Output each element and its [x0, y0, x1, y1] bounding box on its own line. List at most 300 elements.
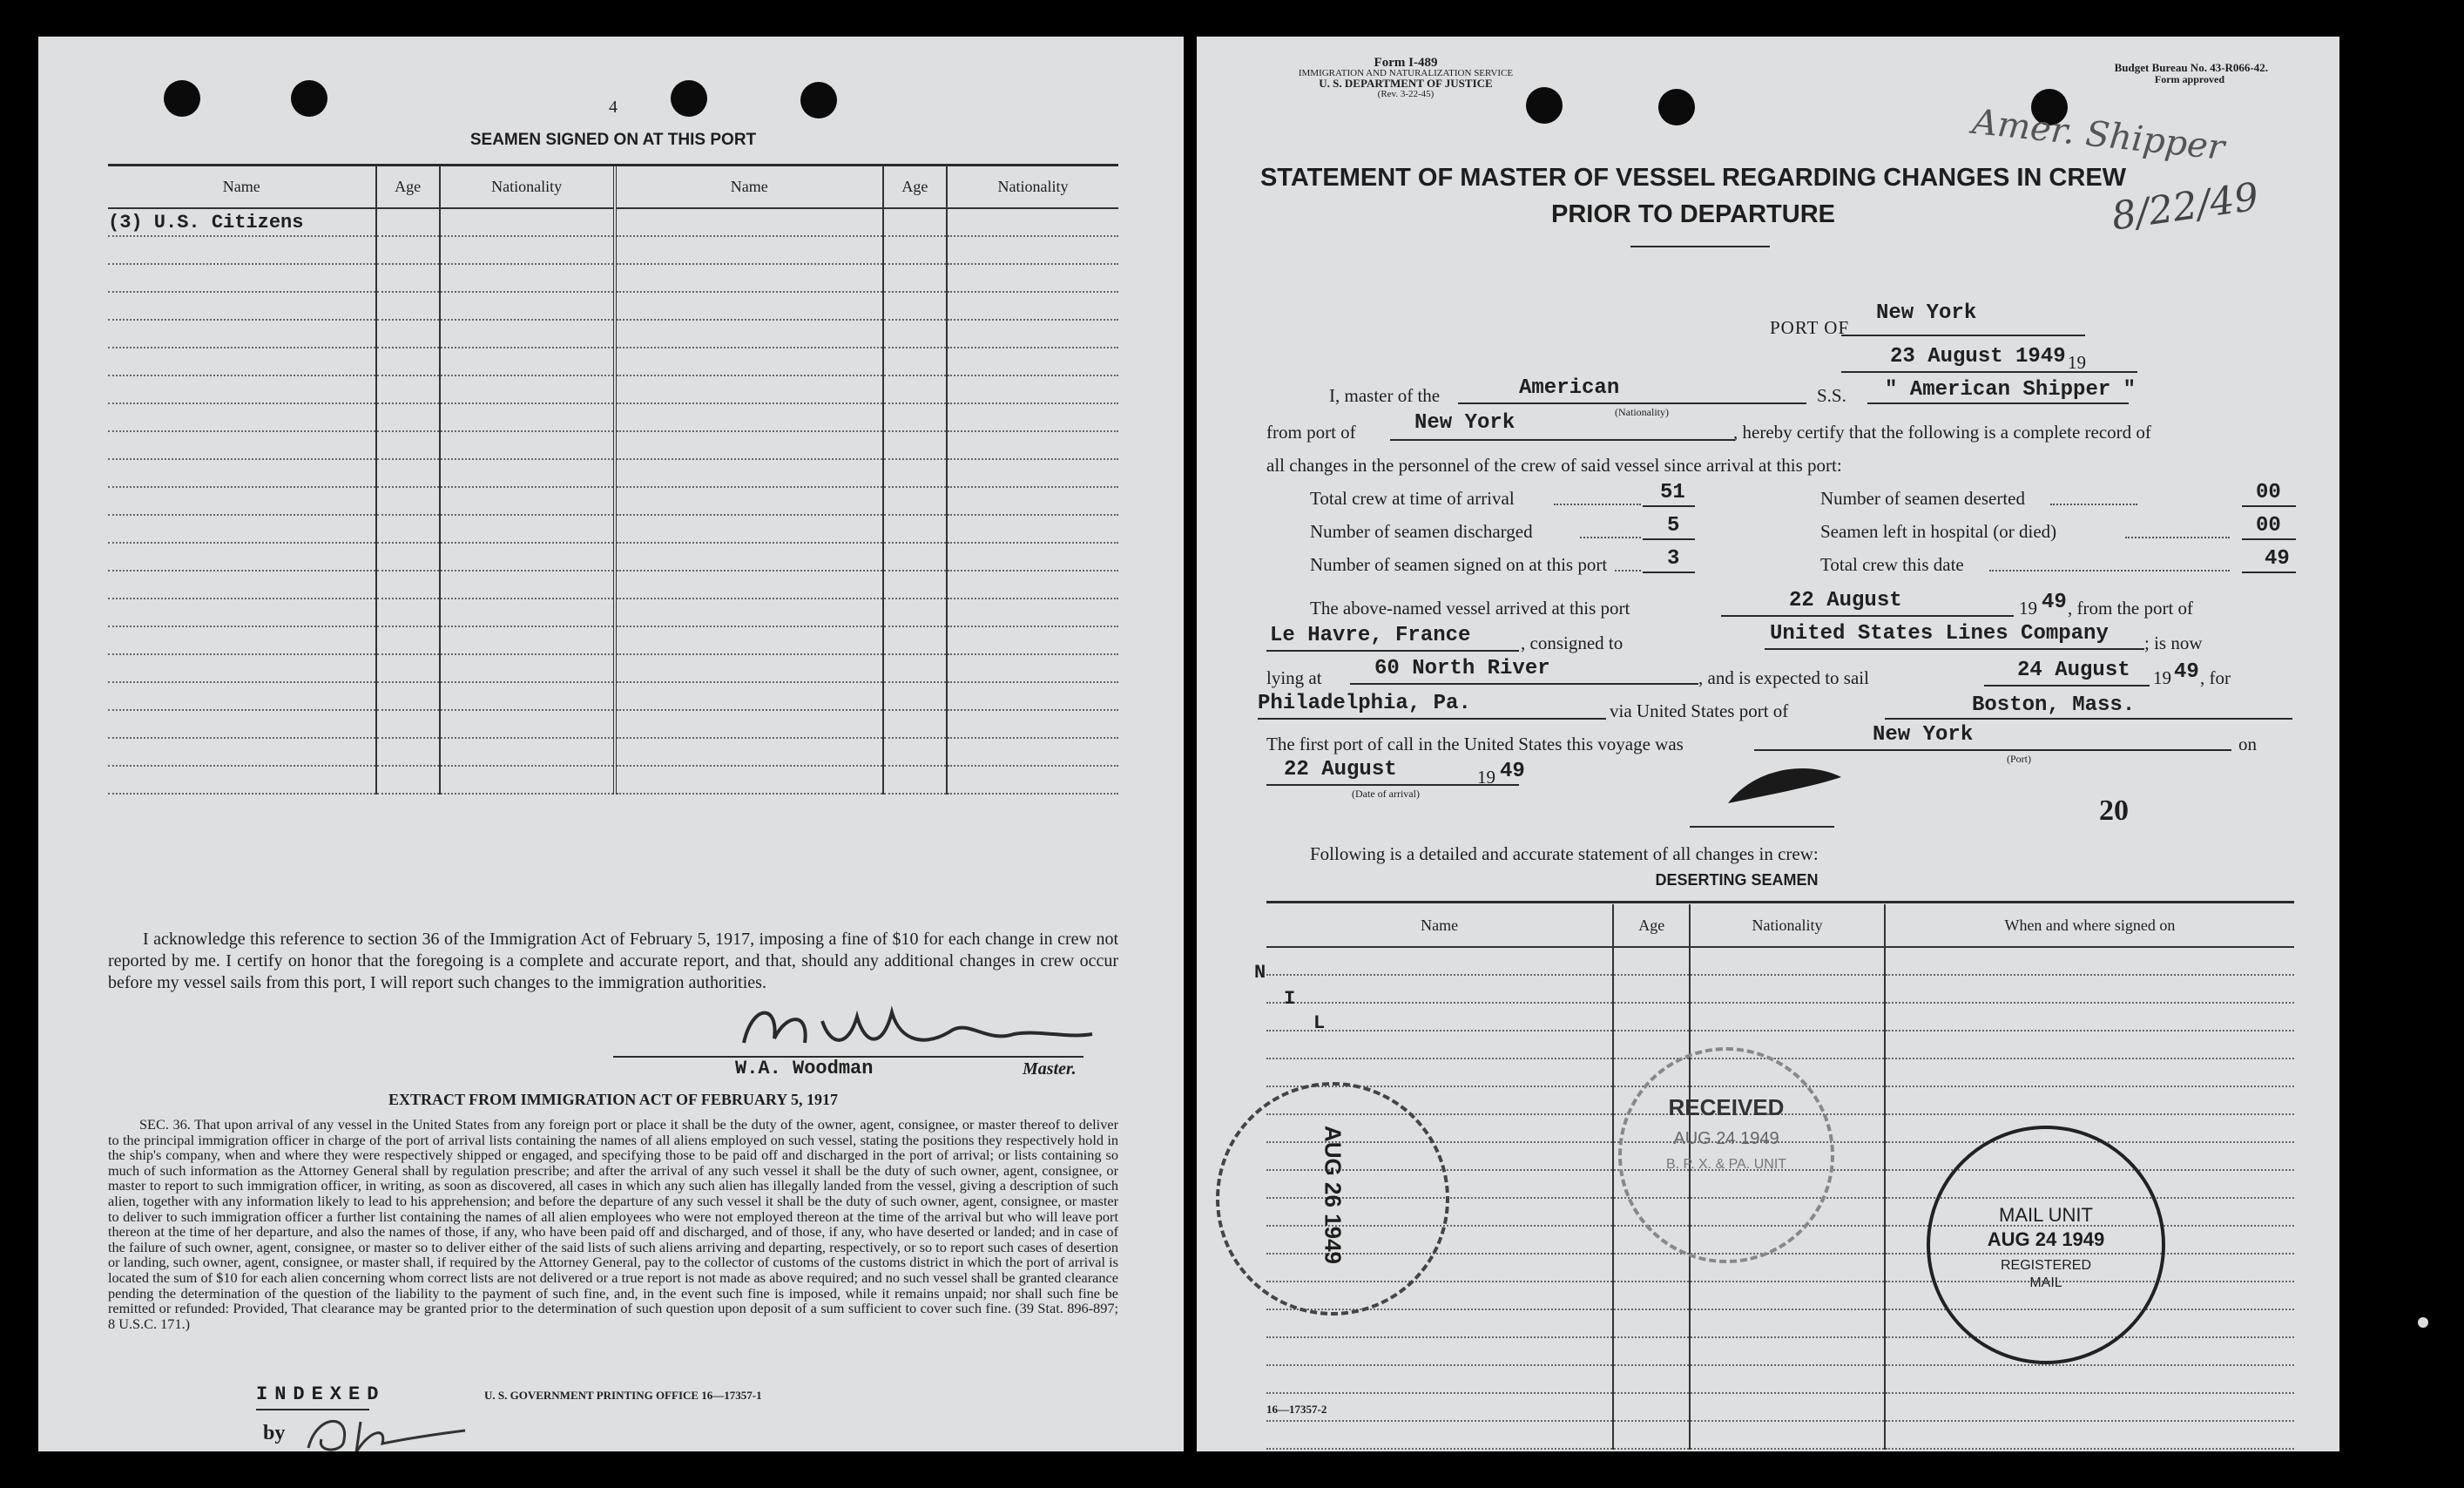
table-cell	[1613, 975, 1690, 1003]
table-cell	[1690, 1309, 1885, 1337]
fill-line	[1266, 650, 1519, 652]
first-date-value: 22 August	[1284, 758, 1397, 781]
table-cell	[440, 487, 615, 515]
fill-line	[1643, 572, 1695, 573]
table-cell	[1690, 1003, 1885, 1031]
port-of-label: PORT OF	[1770, 317, 1850, 338]
fill-line	[1841, 335, 2085, 336]
department-name: U. S. DEPARTMENT OF JUSTICE	[1319, 77, 1493, 90]
right-page	[1197, 37, 2339, 1451]
table-cell	[1613, 1421, 1690, 1449]
table-cell	[1613, 1393, 1690, 1421]
deserted-label: Number of seamen deserted	[1820, 488, 2025, 509]
discharged-label: Number of seamen discharged	[1310, 521, 1533, 542]
table-cell	[947, 599, 1118, 626]
table-row	[1266, 1365, 2294, 1393]
table-cell	[440, 626, 615, 654]
section-title: SEAMEN SIGNED ON AT THIS PORT	[469, 131, 757, 149]
stamp-unit: B. P. X. & PA. UNIT	[1665, 1157, 1787, 1172]
table-cell	[615, 682, 883, 710]
from-port-of-label: , from the port of	[2068, 598, 2194, 619]
table-cell	[1885, 1003, 2294, 1031]
table-cell	[376, 320, 440, 348]
total-crew-arrival-label: Total crew at time of arrival	[1310, 488, 1515, 509]
from-port-value: New York	[1414, 411, 1516, 435]
table-cell	[615, 375, 883, 403]
table-cell	[947, 264, 1118, 292]
fill-line	[1867, 402, 2129, 404]
table-row	[108, 264, 1118, 292]
sail-year-suffix: 49	[2174, 660, 2199, 684]
left-page	[38, 37, 1184, 1451]
nationality-label: (Nationality)	[1615, 406, 1669, 418]
table-cell	[108, 766, 376, 794]
table-cell	[1266, 947, 1613, 975]
table-cell	[1613, 1365, 1690, 1393]
acknowledgement-text: I acknowledge this reference to section 36 of the Immigration Act of February 5, 1917, imposing a fine of $10 for each change in crew not reported by me. I certify on honor that the foregoing is a complete and accurate report, and that, should any additional changes in crew occur before my vessel sails from this port, I will report such changes to the immigration authorities.	[108, 930, 1118, 992]
table-cell	[440, 208, 615, 236]
table-row	[108, 459, 1118, 487]
table-cell	[615, 264, 883, 292]
table-cell	[1885, 947, 2294, 975]
printer-line: 16—17357-2	[1266, 1403, 1327, 1416]
col-header: Age	[883, 166, 947, 208]
table-cell	[615, 403, 883, 431]
leader-dots	[1989, 570, 2230, 572]
table-cell	[108, 320, 376, 348]
table-row	[1266, 1421, 2294, 1449]
port-label: (Port)	[2007, 753, 2031, 765]
table-cell	[440, 431, 615, 459]
table-cell	[615, 292, 883, 320]
punch-hole	[1658, 89, 1695, 125]
ss-label: S.S.	[1817, 385, 1846, 406]
table-cell	[1885, 1031, 2294, 1059]
col-header: Name	[108, 166, 376, 208]
fill-line	[2242, 538, 2296, 540]
stamp-date: AUG 24 1949	[1673, 1129, 1779, 1148]
table-cell	[376, 487, 440, 515]
table-cell	[883, 431, 947, 459]
table-cell	[883, 543, 947, 571]
table-cell	[615, 459, 883, 487]
table-row	[1266, 1031, 2294, 1059]
punch-hole	[291, 80, 327, 117]
table-cell	[440, 459, 615, 487]
first-port-label: The first port of call in the United States this voyage was	[1266, 734, 1684, 754]
table-cell	[376, 348, 440, 375]
table-cell	[1613, 1003, 1690, 1031]
table-cell	[440, 292, 615, 320]
table-row	[1266, 947, 2294, 975]
table-cell	[1613, 1254, 1690, 1282]
table-cell	[615, 766, 883, 794]
table-cell	[108, 487, 376, 515]
table-cell	[376, 738, 440, 766]
table-cell	[883, 599, 947, 626]
signed-on-value: 3	[1667, 547, 1680, 571]
table-cell	[108, 626, 376, 654]
table-cell	[108, 599, 376, 626]
redaction-mark	[1719, 760, 1850, 812]
year-prefix: 19	[2068, 352, 2086, 373]
table-cell	[1885, 1365, 2294, 1393]
table-cell	[883, 320, 947, 348]
table-cell	[883, 264, 947, 292]
table-cell	[947, 292, 1118, 320]
table-cell	[376, 599, 440, 626]
table-cell	[376, 236, 440, 264]
table-cell	[108, 682, 376, 710]
circular-stamp	[1216, 1082, 1449, 1316]
table-cell	[440, 375, 615, 403]
sail-date-value: 24 August	[2017, 659, 2130, 682]
table-cell	[440, 682, 615, 710]
hospital-value: 00	[2256, 514, 2281, 538]
table-cell	[947, 626, 1118, 654]
fill-line	[1721, 615, 2014, 617]
table-row	[108, 738, 1118, 766]
rule	[1690, 826, 1834, 828]
on-label: on	[2238, 734, 2257, 754]
table-row	[108, 292, 1118, 320]
sail-year-prefix: 19	[2153, 667, 2171, 688]
table-cell	[1266, 1337, 1613, 1365]
table-cell	[947, 543, 1118, 571]
table-cell	[947, 571, 1118, 599]
table-cell	[376, 431, 440, 459]
page-mark: 20	[2099, 795, 2129, 827]
agency-name: IMMIGRATION AND NATURALIZATION SERVICE	[1298, 68, 1514, 78]
table-cell	[440, 710, 615, 738]
form-header	[1266, 57, 1545, 99]
table-cell	[108, 459, 376, 487]
stamp-line: REGISTERED	[2000, 1258, 2091, 1273]
table-cell	[376, 654, 440, 682]
table-cell	[376, 710, 440, 738]
table-cell	[947, 710, 1118, 738]
table-cell	[108, 515, 376, 543]
table-cell	[108, 264, 376, 292]
table-cell	[883, 208, 947, 236]
table-cell	[947, 766, 1118, 794]
table-cell	[108, 403, 376, 431]
table-cell	[615, 515, 883, 543]
table-cell	[615, 348, 883, 375]
table-cell	[947, 682, 1118, 710]
table-cell	[1613, 947, 1690, 975]
master-of-label: I, master of the	[1329, 385, 1441, 406]
table-cell	[108, 543, 376, 571]
total-crew-date-value: 49	[2265, 547, 2290, 571]
stamp-line: MAIL	[2029, 1275, 2062, 1290]
table-row	[1266, 975, 2294, 1003]
deserted-value: 00	[2256, 481, 2281, 504]
table-cell	[1613, 1309, 1690, 1337]
table-cell	[1885, 1086, 2294, 1114]
extract-title: EXTRACT FROM IMMIGRATION ACT OF FEBRUARY 5, 1917	[388, 1091, 839, 1108]
for-label: , for	[2200, 667, 2231, 688]
table-cell	[440, 766, 615, 794]
fill-line	[2242, 505, 2296, 507]
table-cell	[376, 626, 440, 654]
table-cell	[947, 375, 1118, 403]
table-row	[108, 599, 1118, 626]
table-cell	[376, 208, 440, 236]
table-cell	[883, 710, 947, 738]
table-row	[108, 348, 1118, 375]
table-cell	[615, 431, 883, 459]
page-number: 4	[609, 98, 618, 117]
form-number: Form I-489	[1374, 56, 1438, 70]
fill-line	[1984, 685, 2150, 687]
form-approved: Form approved	[2154, 73, 2224, 85]
table-row	[108, 571, 1118, 599]
budget-number: Budget Bureau No. 43-R066-42.	[2114, 61, 2268, 74]
revision: (Rev. 3-22-45)	[1377, 89, 1435, 99]
table-cell	[440, 571, 615, 599]
table-cell	[615, 626, 883, 654]
table-cell	[1690, 1421, 1885, 1449]
consigned-label: , consigned to	[1521, 632, 1624, 653]
table-row	[108, 320, 1118, 348]
table-cell	[615, 738, 883, 766]
stamp-date: AUG 24 1949	[1987, 1228, 2105, 1250]
fill-line	[1458, 402, 1806, 404]
table-cell	[883, 236, 947, 264]
table-row	[108, 710, 1118, 738]
table-cell	[108, 431, 376, 459]
port-of-value: New York	[1876, 301, 1977, 325]
table-cell	[947, 208, 1118, 236]
leader-dots	[2125, 537, 2230, 538]
nil-letter: I	[1284, 988, 1296, 1010]
leader-dots	[1615, 570, 1641, 572]
table-cell	[440, 236, 615, 264]
stamp-received: RECEIVED	[1668, 1094, 1785, 1120]
fill-line	[2242, 572, 2296, 573]
all-changes-text: all changes in the personnel of the crew of said vessel since arrival at this port:	[1266, 455, 1842, 476]
table-cell	[376, 292, 440, 320]
table-cell	[883, 654, 947, 682]
table-cell	[615, 487, 883, 515]
table-cell	[883, 487, 947, 515]
certify-text: , hereby certify that the following is a complete record of	[1733, 422, 2151, 443]
table-cell	[108, 348, 376, 375]
col-header: When and where signed on	[1885, 904, 2294, 947]
date-arrival-label: (Date of arrival)	[1352, 788, 1420, 800]
table-cell	[883, 571, 947, 599]
table-cell	[1613, 1337, 1690, 1365]
table-row	[1266, 1337, 2294, 1365]
table-row	[108, 654, 1118, 682]
col-header: Nationality	[1690, 904, 1885, 947]
table-cell	[1613, 1282, 1690, 1309]
handwritten-note: Amer. Shipper	[1970, 101, 2227, 169]
stamp-date: AUG 26 1949	[1320, 1126, 1347, 1264]
extract-text: SEC. 36. That upon arrival of any vessel in the United States from any foreign port or place it shall be the duty of the owner, agent, consignee, or master thereof to deliver to the principal immigration officer in charge of the port of arrival lists containing the names of all aliens employed on such vessel, stating the positions they respectively hold in the ship's company, when and where they were respectively shipped or engaged, and specifying those to be paid off and discharged in the port of arrival; or lists containing so much of such information as the Attorney General shall by regulation prescribe; and after the arrival of any such vessel it shall be the duty of such owner, agent, consignee, or master to report to such immigration officer, in writing, as soon as discovered, all cases in which any such alien has illegally landed from the vessel, giving a description of such alien, together with any information likely to lead to his apprehension; and before the departure of any such vessel it shall be the duty of such owner, agent, consignee, or master to deliver to such immigration officer a further list containing the names of all alien employees who were not employed thereon at the time of the arrival but who will leave port thereon at the time of her departure, and also the names of those, if any, who have been paid off and discharged, and of those, if any, who have deserted or landed; and in case of the failure of such owner, agent, consignee, or master so to deliver either of the said lists of such aliens arriving and departing, respectively, or so to report such cases of desertion or landing, such owner, agent, consignee, or master shall, if required by the Attorney General, pay to the collector of customs of the customs district in which the port of arrival is located the sum of $10 for each alien concerning whom correct lists are not delivered or a true report is not made as above required; and no such vessel shall be granted clearance pending the determination of the question of the liability to the payment of such fine, and, in the event such fine is imposed, while it remains unpaid; nor shall such fine be remitted or refunded: Provided, That clearance may be granted prior to the determination of such question upon deposit of a sum sufficient to cover such fine. (39 Stat. 896-897; 8 U.S.C. 171.)	[108, 1116, 1118, 1332]
fill-line	[1885, 718, 2292, 720]
table-cell	[376, 571, 440, 599]
table-cell	[108, 654, 376, 682]
table-cell	[376, 375, 440, 403]
table-cell	[108, 571, 376, 599]
fill-line	[1390, 439, 1735, 441]
table-cell	[615, 571, 883, 599]
table-cell	[376, 459, 440, 487]
table-cell	[883, 766, 947, 794]
arrived-year-suffix: 49	[2042, 591, 2067, 614]
master-name: W.A. Woodman	[735, 1058, 874, 1079]
table-row	[108, 515, 1118, 543]
table-row	[108, 626, 1118, 654]
table-cell	[947, 348, 1118, 375]
leader-dots	[1580, 537, 1641, 538]
nil-letter: N	[1254, 962, 1266, 984]
total-crew-arrival-value: 51	[1660, 481, 1685, 504]
printer-line: U. S. GOVERNMENT PRINTING OFFICE 16—17357-1	[484, 1389, 762, 1402]
table-cell	[1266, 1031, 1613, 1059]
first-year-suffix: 49	[1500, 760, 1525, 783]
table-cell	[376, 403, 440, 431]
rule	[1266, 901, 2294, 903]
table-row	[108, 403, 1118, 431]
received-stamp	[1618, 1047, 1834, 1263]
table-cell	[947, 320, 1118, 348]
table-cell	[883, 403, 947, 431]
table-cell	[1885, 1059, 2294, 1086]
punch-hole	[671, 80, 707, 117]
from-port-label: from port of	[1266, 422, 1356, 443]
table-cell	[1885, 1393, 2294, 1421]
origin-value: Le Havre, France	[1270, 624, 1471, 647]
table-row	[108, 487, 1118, 515]
leader-dots	[1554, 504, 1641, 505]
expected-label: , and is expected to sail	[1698, 667, 1869, 688]
table-cell	[108, 292, 376, 320]
vessel-name: " American Shipper "	[1885, 378, 2137, 402]
table-cell	[1885, 975, 2294, 1003]
arrived-value: 22 August	[1789, 589, 1902, 612]
table-cell	[1885, 1421, 2294, 1449]
table-cell	[1266, 1365, 1613, 1393]
table-cell	[440, 738, 615, 766]
table-cell	[1690, 1365, 1885, 1393]
col-header: Name	[615, 166, 883, 208]
table-cell	[108, 236, 376, 264]
rule	[1630, 246, 1770, 247]
arrived-year-prefix: 19	[2019, 598, 2037, 619]
table-cell	[440, 320, 615, 348]
via-label: via United States port of	[1610, 700, 1789, 721]
punch-hole	[800, 82, 837, 118]
table-row	[108, 375, 1118, 403]
mail-unit-stamp	[1927, 1126, 2165, 1364]
total-crew-date-label: Total crew this date	[1820, 554, 1964, 575]
table-cell	[615, 654, 883, 682]
table-cell	[440, 348, 615, 375]
table-cell	[883, 738, 947, 766]
table-cell	[1266, 1421, 1613, 1449]
table-cell	[883, 626, 947, 654]
nationality-value: American	[1519, 376, 1620, 400]
table-cell	[1690, 947, 1885, 975]
table-cell	[108, 738, 376, 766]
table-cell	[947, 431, 1118, 459]
table-cell	[1613, 1031, 1690, 1059]
punch-hole	[164, 80, 200, 117]
table-cell	[376, 543, 440, 571]
table-cell	[947, 236, 1118, 264]
table-cell	[615, 236, 883, 264]
by-label: by	[263, 1422, 286, 1444]
table-cell	[615, 599, 883, 626]
table-cell	[440, 264, 615, 292]
table-row	[108, 682, 1118, 710]
col-header: Age	[1613, 904, 1690, 947]
col-header: Age	[376, 166, 440, 208]
table-cell	[883, 292, 947, 320]
table-cell	[947, 515, 1118, 543]
fill-line	[1841, 371, 2137, 373]
seamen-signed-table	[108, 166, 1118, 795]
table-cell	[615, 208, 883, 236]
lying-at-value: 60 North River	[1374, 657, 1550, 680]
table-row	[108, 431, 1118, 459]
table-cell	[1266, 975, 1613, 1003]
discharged-value: 5	[1667, 514, 1680, 538]
leader-dots	[2050, 504, 2137, 505]
date-value: 23 August 1949	[1890, 345, 2066, 369]
indexed-stamp: INDEXED	[256, 1383, 386, 1405]
table-cell	[1690, 1282, 1885, 1309]
table-cell	[376, 682, 440, 710]
col-header: Name	[1266, 904, 1613, 947]
hospital-label: Seamen left in hospital (or died)	[1820, 521, 2057, 542]
table-row	[1266, 1003, 2294, 1031]
fill-line	[1350, 683, 1698, 685]
fill-line	[1258, 718, 1606, 720]
table-cell	[108, 710, 376, 738]
master-signature	[726, 995, 1101, 1065]
table-cell	[108, 375, 376, 403]
initials-signature	[300, 1404, 474, 1451]
signed-on-label: Number of seamen signed on at this port	[1310, 554, 1608, 575]
destination-value: Philadelphia, Pa.	[1258, 692, 1471, 715]
first-port-value: New York	[1873, 723, 1974, 747]
table-cell	[883, 348, 947, 375]
table-cell	[440, 515, 615, 543]
table-cell	[615, 320, 883, 348]
deserting-title: DESERTING SEAMEN	[1655, 871, 1819, 889]
table-cell	[1690, 1337, 1885, 1365]
table-cell	[883, 682, 947, 710]
table-cell	[376, 515, 440, 543]
table-cell	[440, 654, 615, 682]
table-row	[108, 208, 1118, 236]
consignee-value: United States Lines Company	[1770, 622, 2109, 646]
via-value: Boston, Mass.	[1972, 693, 2136, 717]
table-cell	[440, 599, 615, 626]
form-subtitle: PRIOR TO DEPARTURE	[1550, 200, 1835, 228]
fill-line	[1765, 648, 2144, 650]
table-cell: (3) U.S. Citizens	[108, 208, 376, 236]
table-cell	[947, 738, 1118, 766]
table-cell	[947, 459, 1118, 487]
table-cell	[1690, 975, 1885, 1003]
first-year-prefix: 19	[1477, 767, 1495, 788]
table-cell	[947, 403, 1118, 431]
